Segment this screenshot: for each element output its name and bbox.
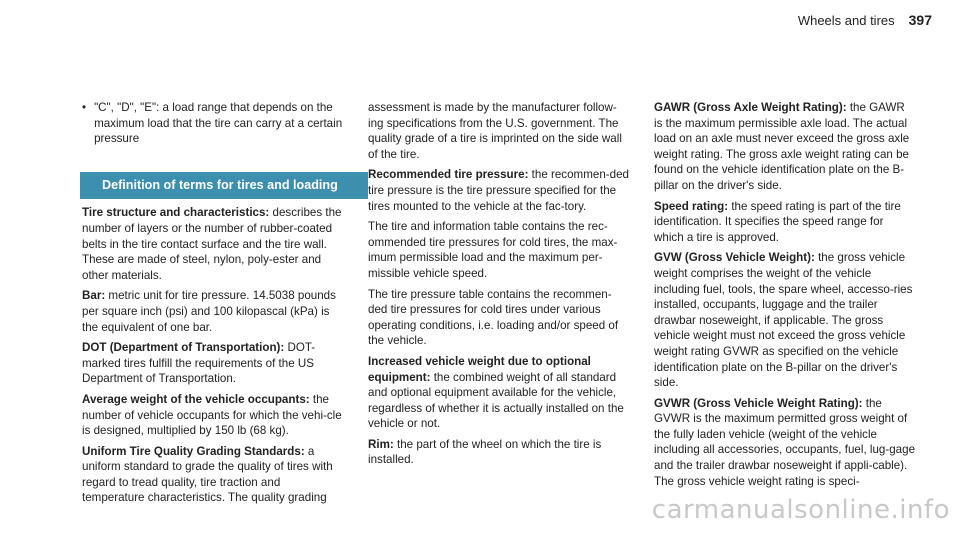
term-label: DOT (Department of Transportation): bbox=[82, 341, 285, 355]
paragraph bbox=[82, 288, 344, 335]
paragraph bbox=[368, 167, 630, 214]
column-1 bbox=[82, 100, 344, 511]
paragraph bbox=[654, 100, 916, 194]
term-label: Increased vehicle weight due to optional equipment: bbox=[368, 354, 591, 384]
term-label: GVWR (Gross Vehicle Weight Rating): bbox=[654, 396, 863, 410]
paragraph bbox=[654, 396, 916, 490]
paragraph-text: describes the number of layers or the number of rubber-coated belts in the tire contact surface and the tire wall. These are made of steel, nylon, poly-ester and other materials. bbox=[82, 206, 342, 282]
paragraph bbox=[654, 250, 916, 390]
paragraph-text: the gross vehicle weight comprises the weight of the vehicle including fuel, tools, the spare wheel, accesso-ries installed, occupants, luggage and the trailer drawbar noseweight, if applicable. The gross vehicle weight must not exceed the gross vehicle weight rating GVWR as specified on the vehicle identification plate on the B-pillar on the driver's side. bbox=[654, 251, 913, 390]
paragraph-text: assessment is made by the manufacturer follow-ing specifications from the U.S. government. The quality grade of a tire is imprinted on the side wall of the tire. bbox=[368, 101, 622, 161]
paragraph bbox=[82, 340, 344, 387]
column-3 bbox=[654, 100, 916, 494]
term-label: Speed rating: bbox=[654, 199, 729, 213]
page-number: 397 bbox=[908, 12, 932, 28]
term-label: Uniform Tire Quality Grading Standards: bbox=[82, 444, 305, 458]
paragraph-text: the combined weight of all standard and optional equipment available for the vehicle, regardless of whether it is actually installed on the vehicle or not. bbox=[368, 370, 624, 431]
paragraph-text: The tire pressure table contains the recommen-ded tire pressures for cold tires under various operating conditions, i.e. loading and/or speed of the vehicle. bbox=[368, 287, 619, 348]
paragraph-text: the GAWR is the maximum permissible axle load. The actual load on an axle must never exceed the gross axle weight rating. The gross axle weight rating can be found on the vehicle identification plate on the B-pillar on the driver's side. bbox=[654, 101, 910, 192]
paragraph-text: the part of the wheel on which the tire is installed. bbox=[368, 437, 602, 467]
bullet-dot-icon: • bbox=[82, 101, 87, 114]
paragraph-text: metric unit for tire pressure. 14.5038 pounds per square inch (psi) and 100 kilopascal (kPa) is the equivalent of one bar. bbox=[82, 289, 336, 334]
paragraph bbox=[368, 287, 630, 349]
paragraph bbox=[368, 437, 630, 468]
paragraph-text: the recommen-ded tire pressure is the tire pressure specified for the tires mounted to the vehicle at the fac-tory. bbox=[368, 168, 629, 213]
section-heading: Definition of terms for tires and loading bbox=[80, 172, 368, 200]
entries bbox=[368, 100, 630, 468]
term-label: Tire structure and characteristics: bbox=[82, 206, 270, 220]
term-label: Rim: bbox=[368, 437, 394, 451]
paragraph-text: DOT-marked tires fulfill the requirements of the US Department of Transportation. bbox=[82, 341, 316, 386]
term-label: Average weight of the vehicle occupants: bbox=[82, 392, 310, 406]
term-label: Recommended tire pressure: bbox=[368, 168, 529, 182]
paragraph-text: the speed rating is part of the tire identification. It specifies the speed range for which a tire is approved. bbox=[654, 199, 901, 244]
paragraph bbox=[82, 205, 344, 283]
paragraph bbox=[654, 199, 916, 246]
column-2 bbox=[368, 100, 630, 473]
section-name: Wheels and tires bbox=[797, 13, 895, 28]
term-label: Bar: bbox=[82, 289, 106, 303]
paragraph bbox=[82, 392, 344, 439]
paragraph-text: The tire and information table contains the rec-ommended tire pressures for cold tires, the max-imum permissible load and the maximum per-missible vehicle speed. bbox=[368, 220, 618, 280]
paragraph-text: the GVWR is the maximum permitted gross weight of the fully laden vehicle (weight of the vehicle including all accessories, occupants, fuel, lug-gage and the trailer drawbar noseweight if appli-cable). The gross vehicle weight rating is speci- bbox=[654, 396, 916, 488]
entries bbox=[82, 205, 344, 506]
paragraph-text: a uniform standard to grade the quality of tires with regard to tread quality, tire traction and temperature characteristics. The quality grading bbox=[82, 444, 333, 505]
paragraph bbox=[82, 444, 344, 506]
paragraph bbox=[368, 100, 630, 162]
watermark: carmanualsonline.info bbox=[651, 495, 950, 525]
term-label: GAWR (Gross Axle Weight Rating): bbox=[654, 101, 847, 114]
paragraph-text: the number of vehicle occupants for which the vehi-cle is designed, multiplied by 150 lb (68 kg). bbox=[82, 392, 342, 438]
bullet-text: "C", "D", "E": a load range that depends on the maximum load that the tire can carry at a certain pressure bbox=[94, 101, 343, 146]
bullet-item bbox=[82, 100, 344, 147]
entries bbox=[654, 100, 916, 489]
term-label: GVW (Gross Vehicle Weight): bbox=[654, 251, 815, 265]
page-header bbox=[798, 12, 932, 28]
paragraph bbox=[368, 219, 630, 281]
paragraph bbox=[368, 354, 630, 432]
